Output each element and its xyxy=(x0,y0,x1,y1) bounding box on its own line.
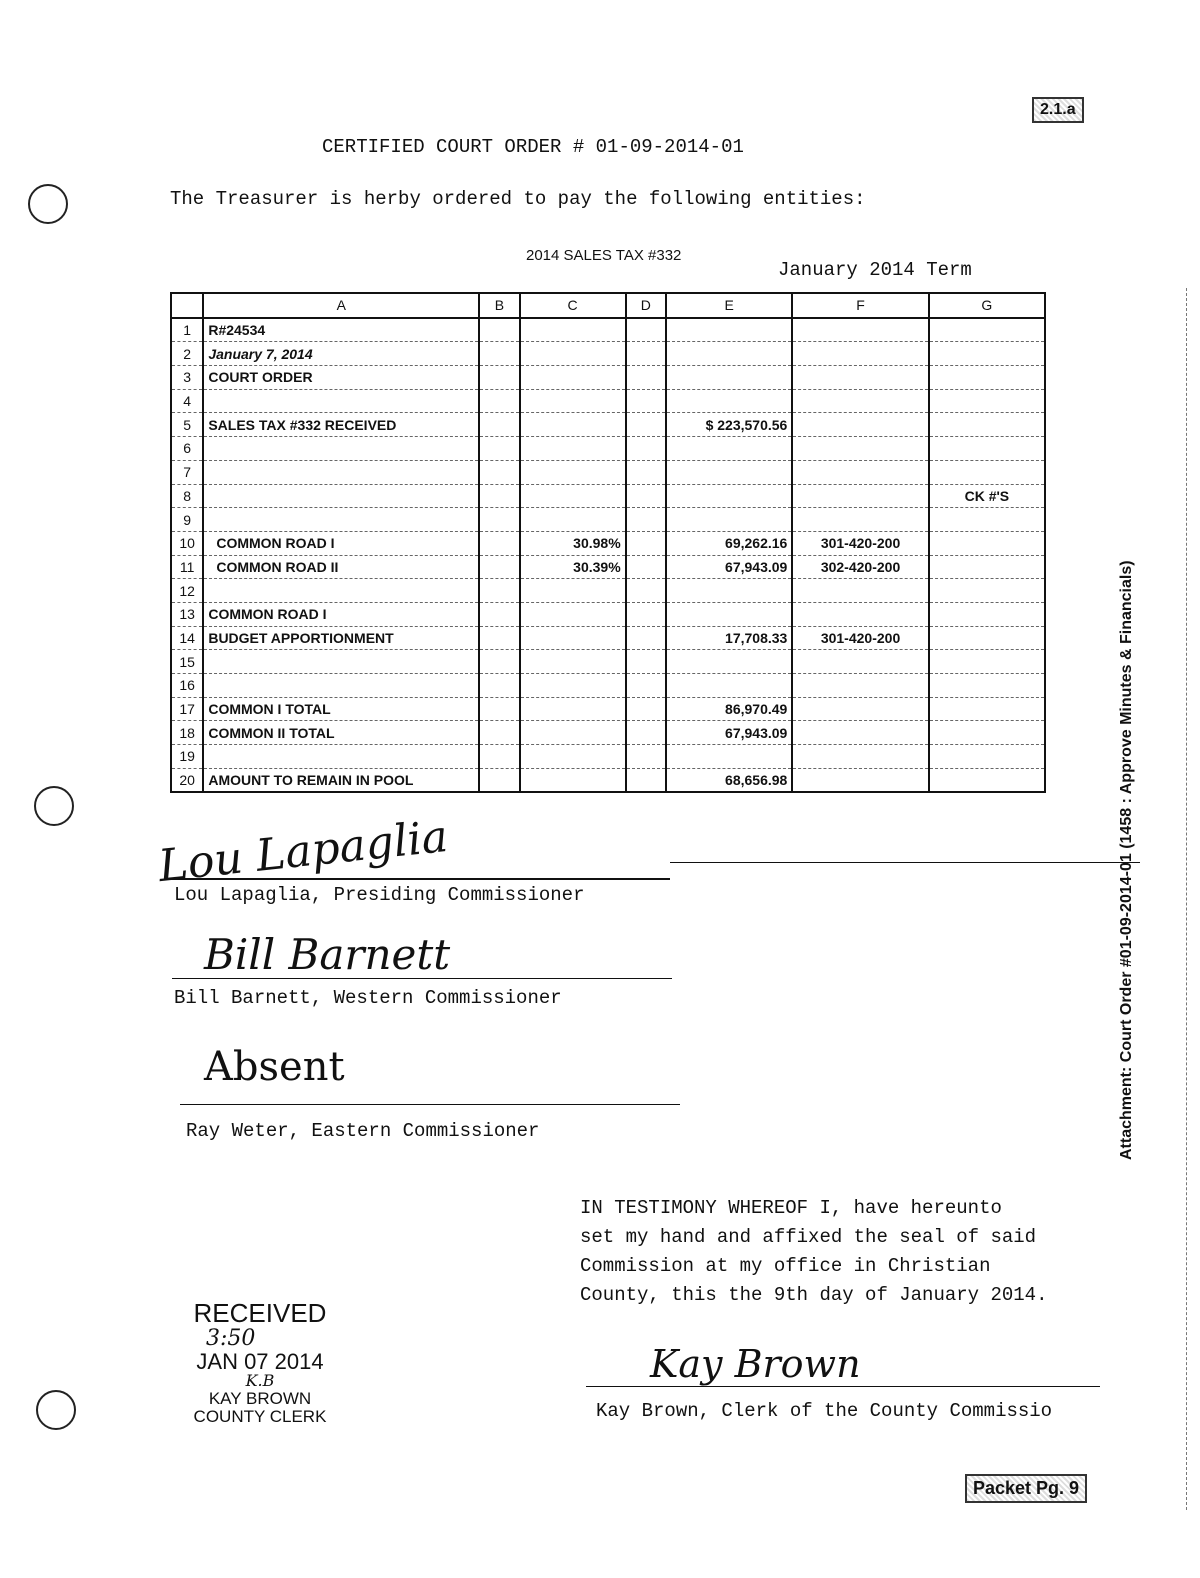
row-number: 4 xyxy=(171,389,203,413)
cell-g xyxy=(929,555,1045,579)
cell-b xyxy=(479,484,519,508)
signature-barnett: Bill Barnett xyxy=(204,930,451,979)
row-number: 6 xyxy=(171,437,203,461)
received-stamp-date: JAN 07 2014 xyxy=(196,1349,324,1375)
cell-f xyxy=(792,318,928,342)
cell-d xyxy=(626,697,666,721)
cell-g xyxy=(929,745,1045,769)
cell-a: COMMON ROAD I xyxy=(203,602,479,626)
cell-g xyxy=(929,366,1045,390)
page-ref-stamp: 2.1.a xyxy=(1032,97,1084,123)
cell-g xyxy=(929,602,1045,626)
row-number: 10 xyxy=(171,531,203,555)
received-stamp-office: COUNTY CLERK xyxy=(193,1407,327,1427)
cell-d xyxy=(626,602,666,626)
cell-f xyxy=(792,413,928,437)
row-number: 9 xyxy=(171,508,203,532)
cell-a: COMMON ROAD I xyxy=(203,531,479,555)
cell-f xyxy=(792,460,928,484)
table-row xyxy=(171,437,1045,461)
cell-e: 86,970.49 xyxy=(666,697,792,721)
cell-e xyxy=(666,318,792,342)
row-number: 19 xyxy=(171,745,203,769)
cell-e xyxy=(666,508,792,532)
row-number: 13 xyxy=(171,602,203,626)
table-row xyxy=(171,366,1045,390)
cell-c xyxy=(520,318,626,342)
cell-b xyxy=(479,650,519,674)
cell-b xyxy=(479,389,519,413)
cell-d xyxy=(626,579,666,603)
right-edge-line xyxy=(1186,288,1187,1510)
punch-hole-middle xyxy=(34,786,74,826)
testimony-line: County, this the 9th day of January 2014. xyxy=(580,1284,1048,1306)
table-row xyxy=(171,745,1045,769)
cell-a: COMMON II TOTAL xyxy=(203,721,479,745)
row-number: 3 xyxy=(171,366,203,390)
cell-b xyxy=(479,674,519,698)
cell-a: COURT ORDER xyxy=(203,366,479,390)
cell-a xyxy=(203,484,479,508)
cell-d xyxy=(626,626,666,650)
cell-e: 17,708.33 xyxy=(666,626,792,650)
cell-b xyxy=(479,745,519,769)
cell-f xyxy=(792,602,928,626)
cell-c xyxy=(520,721,626,745)
cell-g xyxy=(929,460,1045,484)
cell-f xyxy=(792,508,928,532)
cell-c xyxy=(520,437,626,461)
divider-line xyxy=(670,862,1140,863)
row-number: 11 xyxy=(171,555,203,579)
table-row xyxy=(171,674,1045,698)
cell-b xyxy=(479,460,519,484)
row-number: 1 xyxy=(171,318,203,342)
cell-c xyxy=(520,602,626,626)
cell-c xyxy=(520,697,626,721)
cell-d xyxy=(626,484,666,508)
received-stamp-title: RECEIVED xyxy=(193,1298,327,1328)
ledger-table xyxy=(170,292,1046,793)
cell-f xyxy=(792,650,928,674)
cell-d xyxy=(626,508,666,532)
cell-a xyxy=(203,508,479,532)
cell-b xyxy=(479,508,519,532)
cell-c xyxy=(520,413,626,437)
cell-g xyxy=(929,413,1045,437)
cell-a: January 7, 2014 xyxy=(203,342,479,366)
row-number: 17 xyxy=(171,697,203,721)
row-number: 15 xyxy=(171,650,203,674)
row-number: 20 xyxy=(171,768,203,792)
cell-g: CK #'S xyxy=(929,484,1045,508)
cell-a xyxy=(203,460,479,484)
row-number: 14 xyxy=(171,626,203,650)
signer-lapaglia: Lou Lapaglia, Presiding Commissioner xyxy=(174,884,585,906)
cell-b xyxy=(479,342,519,366)
table-row xyxy=(171,460,1045,484)
row-number: 5 xyxy=(171,413,203,437)
cell-a: AMOUNT TO REMAIN IN POOL xyxy=(203,768,479,792)
cell-c: 30.39% xyxy=(520,555,626,579)
cell-d xyxy=(626,342,666,366)
ledger-header-row xyxy=(171,293,1045,318)
cell-f xyxy=(792,366,928,390)
cell-b xyxy=(479,626,519,650)
cell-g xyxy=(929,531,1045,555)
cell-c xyxy=(520,460,626,484)
intro-text: The Treasurer is herby ordered to pay the following entities: xyxy=(170,188,866,210)
cell-b xyxy=(479,413,519,437)
col-header-g: G xyxy=(929,293,1045,318)
received-stamp-name: KAY BROWN xyxy=(208,1389,312,1409)
received-stamp-time: 3:50 xyxy=(206,1326,256,1352)
cell-d xyxy=(626,437,666,461)
cell-f: 302-420-200 xyxy=(792,555,928,579)
cell-g xyxy=(929,626,1045,650)
testimony-paragraph xyxy=(580,1194,1047,1310)
cell-g xyxy=(929,437,1045,461)
cell-g xyxy=(929,768,1045,792)
cell-g xyxy=(929,318,1045,342)
cell-a: COMMON I TOTAL xyxy=(203,697,479,721)
cell-a xyxy=(203,437,479,461)
cell-e xyxy=(666,579,792,603)
cell-a: BUDGET APPORTIONMENT xyxy=(203,626,479,650)
col-header-d: D xyxy=(626,293,666,318)
cell-e xyxy=(666,460,792,484)
row-number: 7 xyxy=(171,460,203,484)
table-row xyxy=(171,602,1045,626)
table-row xyxy=(171,768,1045,792)
attachment-side-label: Attachment: Court Order #01-09-2014-01 (1458 : Approve Minutes & Financials) xyxy=(1118,560,1135,1160)
cell-d xyxy=(626,531,666,555)
cell-a: R#24534 xyxy=(203,318,479,342)
cell-e xyxy=(666,366,792,390)
table-row xyxy=(171,508,1045,532)
punch-hole-bottom xyxy=(36,1390,76,1430)
cell-c xyxy=(520,768,626,792)
cell-f xyxy=(792,389,928,413)
cell-b xyxy=(479,602,519,626)
cell-b xyxy=(479,437,519,461)
cell-a: COMMON ROAD II xyxy=(203,555,479,579)
cell-e xyxy=(666,484,792,508)
cell-d xyxy=(626,413,666,437)
cell-b xyxy=(479,768,519,792)
cell-e: 69,262.16 xyxy=(666,531,792,555)
packet-page-stamp: Packet Pg. 9 xyxy=(965,1474,1087,1503)
testimony-line: set my hand and affixed the seal of said xyxy=(580,1226,1037,1248)
cell-b xyxy=(479,721,519,745)
row-number: 18 xyxy=(171,721,203,745)
cell-c xyxy=(520,366,626,390)
cell-c xyxy=(520,508,626,532)
cell-d xyxy=(626,389,666,413)
signature-line-weter xyxy=(180,1104,680,1105)
cell-f: 301-420-200 xyxy=(792,531,928,555)
table-row xyxy=(171,413,1045,437)
cell-g xyxy=(929,674,1045,698)
cell-f xyxy=(792,745,928,769)
table-row xyxy=(171,555,1045,579)
table-row xyxy=(171,318,1045,342)
signature-clerk: Kay Brown xyxy=(650,1342,861,1386)
cell-g xyxy=(929,579,1045,603)
cell-d xyxy=(626,366,666,390)
testimony-line: IN TESTIMONY WHEREOF I, have hereunto xyxy=(580,1197,1002,1219)
cell-d xyxy=(626,745,666,769)
cell-d xyxy=(626,721,666,745)
col-header-c: C xyxy=(520,293,626,318)
cell-g xyxy=(929,697,1045,721)
cell-c xyxy=(520,626,626,650)
cell-g xyxy=(929,342,1045,366)
row-number: 8 xyxy=(171,484,203,508)
cell-f xyxy=(792,484,928,508)
row-number: 16 xyxy=(171,674,203,698)
cell-d xyxy=(626,460,666,484)
cell-g xyxy=(929,389,1045,413)
cell-f xyxy=(792,697,928,721)
signature-absent: Absent xyxy=(204,1044,345,1090)
table-row xyxy=(171,650,1045,674)
table-row xyxy=(171,579,1045,603)
cell-e xyxy=(666,342,792,366)
clerk-label: Kay Brown, Clerk of the County Commissio xyxy=(596,1400,1053,1422)
cell-c xyxy=(520,579,626,603)
cell-f xyxy=(792,674,928,698)
cell-a: SALES TAX #332 RECEIVED xyxy=(203,413,479,437)
col-header-e: E xyxy=(666,293,792,318)
term-label: January 2014 Term xyxy=(778,259,972,281)
signer-barnett: Bill Barnett, Western Commissioner xyxy=(174,987,562,1009)
received-stamp-initials: K.B xyxy=(245,1371,275,1391)
cell-c xyxy=(520,342,626,366)
document-title: CERTIFIED COURT ORDER # 01-09-2014-01 xyxy=(322,136,744,158)
cell-a xyxy=(203,650,479,674)
cell-c xyxy=(520,745,626,769)
received-stamp xyxy=(180,1300,340,1426)
cell-b xyxy=(479,697,519,721)
cell-e: 67,943.09 xyxy=(666,555,792,579)
signature-line-barnett xyxy=(172,978,672,979)
signature-line-clerk xyxy=(586,1386,1100,1387)
signer-weter: Ray Weter, Eastern Commissioner xyxy=(186,1120,540,1142)
col-header-f: F xyxy=(792,293,928,318)
cell-d xyxy=(626,674,666,698)
cell-a xyxy=(203,389,479,413)
header-corner xyxy=(171,293,203,318)
table-row xyxy=(171,626,1045,650)
cell-f xyxy=(792,768,928,792)
cell-e xyxy=(666,389,792,413)
cell-f xyxy=(792,721,928,745)
cell-b xyxy=(479,366,519,390)
table-row xyxy=(171,697,1045,721)
table-row xyxy=(171,721,1045,745)
testimony-line: Commission at my office in Christian xyxy=(580,1255,991,1277)
table-row xyxy=(171,342,1045,366)
cell-e xyxy=(666,602,792,626)
cell-b xyxy=(479,531,519,555)
cell-c xyxy=(520,389,626,413)
cell-e: 67,943.09 xyxy=(666,721,792,745)
cell-g xyxy=(929,721,1045,745)
cell-f xyxy=(792,437,928,461)
cell-c xyxy=(520,650,626,674)
cell-d xyxy=(626,768,666,792)
signature-lapaglia: Lou Lapaglia xyxy=(156,810,451,893)
punch-hole-top xyxy=(28,184,68,224)
cell-b xyxy=(479,579,519,603)
cell-e: $ 223,570.56 xyxy=(666,413,792,437)
row-number: 12 xyxy=(171,579,203,603)
cell-f: 301-420-200 xyxy=(792,626,928,650)
cell-f xyxy=(792,342,928,366)
cell-c xyxy=(520,674,626,698)
cell-b xyxy=(479,555,519,579)
table-subtitle: 2014 SALES TAX #332 xyxy=(526,247,682,264)
signature-line-lapaglia xyxy=(170,878,670,880)
cell-e xyxy=(666,650,792,674)
table-row xyxy=(171,484,1045,508)
cell-e xyxy=(666,674,792,698)
cell-a xyxy=(203,674,479,698)
cell-a xyxy=(203,579,479,603)
cell-b xyxy=(479,318,519,342)
cell-c: 30.98% xyxy=(520,531,626,555)
cell-f xyxy=(792,579,928,603)
col-header-a: A xyxy=(203,293,479,318)
cell-d xyxy=(626,555,666,579)
cell-e xyxy=(666,437,792,461)
col-header-b: B xyxy=(479,293,519,318)
cell-c xyxy=(520,484,626,508)
cell-e: 68,656.98 xyxy=(666,768,792,792)
cell-d xyxy=(626,650,666,674)
table-row xyxy=(171,531,1045,555)
cell-g xyxy=(929,650,1045,674)
cell-a xyxy=(203,745,479,769)
row-number: 2 xyxy=(171,342,203,366)
cell-e xyxy=(666,745,792,769)
cell-g xyxy=(929,508,1045,532)
cell-d xyxy=(626,318,666,342)
table-row xyxy=(171,389,1045,413)
